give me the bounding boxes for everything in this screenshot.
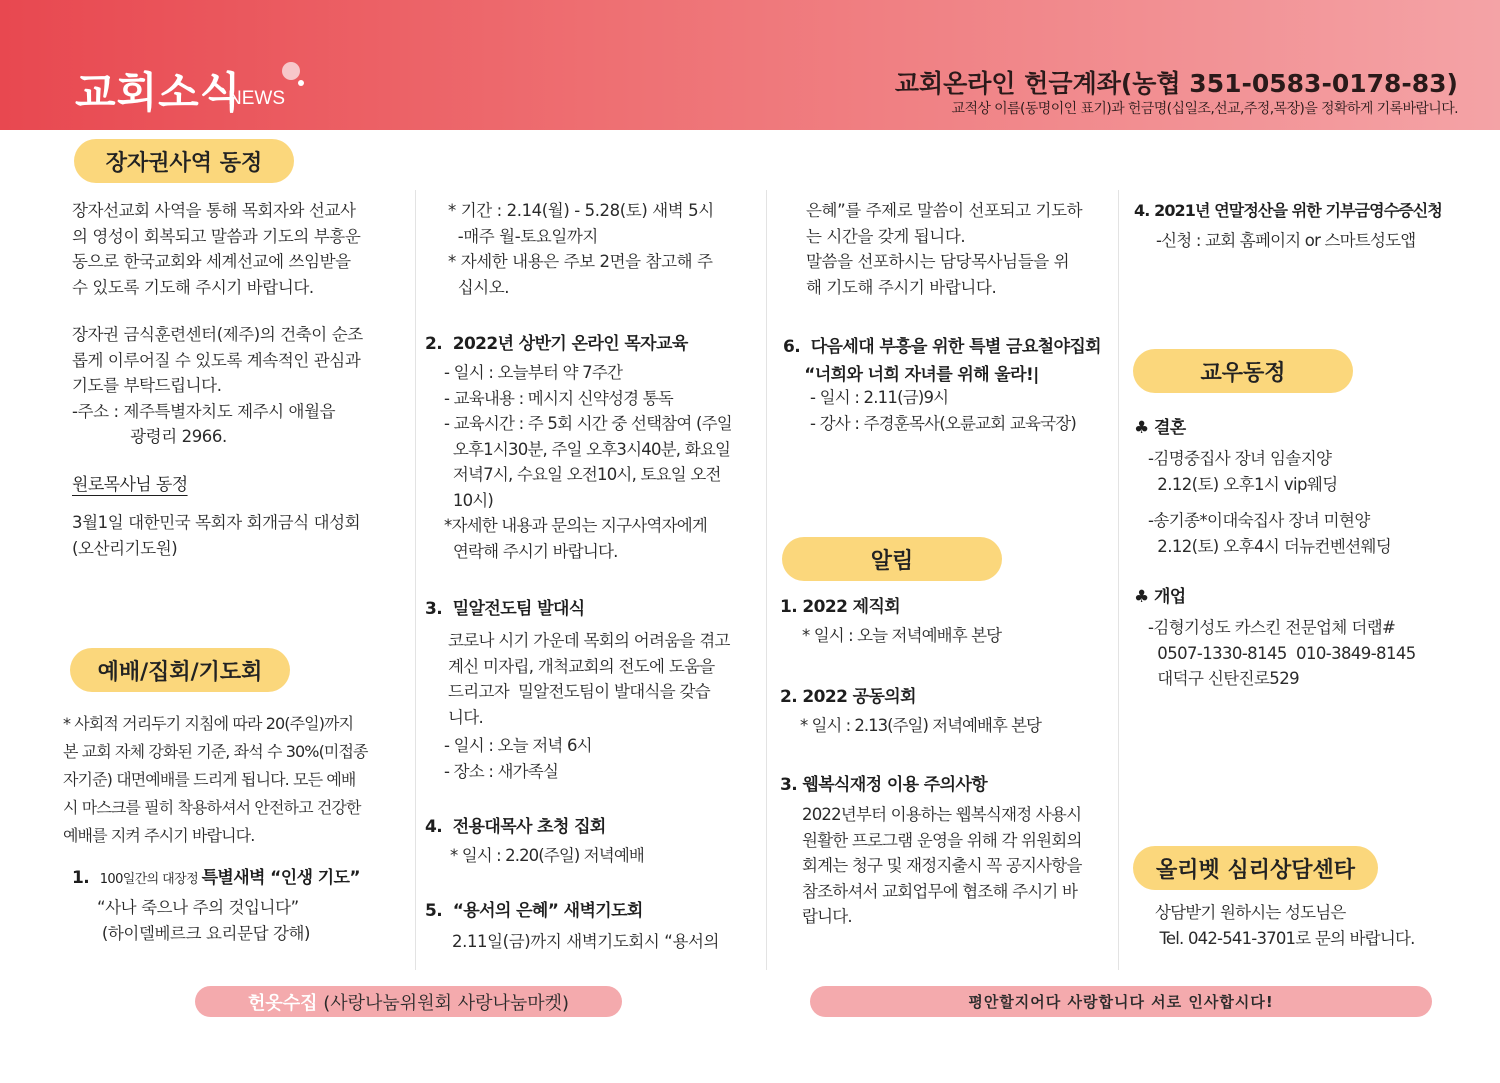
revival-meeting-details: * 일시 : 2.20(주일) 저녁예배 [450,846,644,865]
friday-vigil-details: - 일시 : 2.11(금)9시 - 강사 : 주경훈목사(오륜교회 교육국장) [810,388,1077,433]
dawn-prayer-details: “사나 죽으나 주의 것입니다” (하이델베르크 요리문답 강해) [97,898,311,943]
opening-details: -김형기성도 카스킨 전문업체 더랩# 0507-1330-8145 010-3849-8145 대덕구 신탄진로529 [1148,618,1416,688]
notice-2-details: * 일시 : 2.13(주일) 저녁예배후 본당 [800,716,1041,735]
section-pill-worship: 예배/집회/기도회 [70,648,290,692]
wedding-details-2: -송기종*이대숙집사 장녀 미현양 2.12(토) 오후4시 더뉴컨벤션웨딩 [1148,511,1392,556]
decorative-dot [282,62,300,80]
jangja-paragraph-1: 장자선교회 사역을 통해 목회자와 선교사 의 영성이 회복되고 말씀과 기도의 부흥운 동으로 한국교회와 세계선교에 쓰임받을 수 있도록 기도해 주시기 바랍니다. [72,201,361,297]
dawn-prayer-title: 1. 100일간의 대장정 특별새벽 “인생 기도” [72,868,360,888]
forgiveness-prayer-title: 5. “용서의 은혜” 새벽기도회 [425,901,643,921]
wedding-title: ♣ 결혼 [1134,418,1186,438]
elder-pastor-title: 원로목사님 동정 [72,475,188,495]
section-pill-notice: 알림 [782,537,1002,581]
shepherd-education-title: 2. 2022년 상반기 온라인 목자교육 [425,334,688,354]
notice-3-title: 3. 웹복식재정 이용 주의사항 [780,775,988,795]
column-divider [766,190,767,970]
account-note: 교적상 이름(동명이인 표기)과 헌금명(십일조,선교,주정,목장)을 정확하게 기록바랍니다. [951,101,1458,117]
notice-3-details: 2022년부터 이용하는 웹복식재정 사용시 원활한 프로그램 운영을 위해 각 위원회의 회계는 청구 및 재정지출시 꼭 공지사항을 참조하셔서 교회업무에 협조해 주시기 바 랍니다. [802,805,1082,926]
notice-1-details: * 일시 : 오늘 저녁예배후 본당 [802,626,1002,645]
column-divider [415,190,416,970]
friday-vigil-title: 6. 다음세대 부흥을 위한 특별 금요철야집회 “너희와 너희 자녀를 위해 울라!| [783,337,1101,385]
footer-clothing-collection: 헌옷수집 (사랑나눔위원회 사랑나눔마켓) [195,986,622,1017]
forgiveness-prayer-details: 2.11일(금)까지 새벽기도회시 “용서의 [452,932,720,951]
donation-receipt-title: 4. 2021년 연말정산을 위한 기부금영수증신청 [1134,201,1442,220]
header-logo: 교회소식 [75,68,242,117]
section-pill-counseling: 올리벳 심리상담센타 [1133,846,1378,890]
counseling-details: 상담받기 원하시는 성도님은 Tel. 042-541-3701로 문의 바랍니다. [1155,903,1415,948]
column-divider [1118,190,1119,970]
revival-meeting-title: 4. 전용대목사 초청 집회 [425,817,606,837]
notice-1-title: 1. 2022 제직회 [780,597,901,617]
footer-greeting: 평안할지어다 사랑합니다 서로 인사합시다! [810,986,1432,1017]
jangja-paragraph-2: 장자권 금식훈련센터(제주)의 건축이 순조 롭게 이루어질 수 있도록 계속적인 관심과 기도를 부탁드립니다. -주소 : 제주특별자치도 제주시 애월읍 광령리 2966. [72,325,363,446]
forgiveness-prayer-continued: 은혜”를 주제로 말씀이 선포되고 기도하 는 시간을 갖게 됩니다. 말씀을 선포하시는 담당목사님들을 위 해 기도해 주시기 바랍니다. [806,201,1083,297]
milal-team-details: - 일시 : 오늘 저녁 6시 - 장소 : 새가족실 [444,736,592,781]
elder-pastor-paragraph: 3월1일 대한민국 목회자 회개금식 대성회 (오산리기도원) [72,513,361,558]
club-icon: ♣ [1134,587,1149,607]
dawn-period-details: * 기간 : 2.14(월) - 5.28(토) 새벽 5시 -매주 월-토요일까지 * 자세한 내용은 주보 2면을 참고해 주 십시오. [448,201,714,297]
shepherd-education-details: - 일시 : 오늘부터 약 7주간 - 교육내용 : 메시지 신약성경 통독 - 교육시간 : 주 5회 시간 중 선택참여 (주일 오후1시30분, 주일 오후3시40분, 화요일 저녁7시, 수요일 오전10시, 토요일 오전 10시) *자세한 내용과 문의는 지구사역자에게 연락해 주시기 바랍니다. [444,363,732,561]
header-logo-sub: NEWS [228,88,285,109]
account-title: 교회온라인 헌금계좌(농협 351-0583-0178-83) [894,69,1458,98]
wedding-details-1: -김명중집사 장녀 임솔지양 2.12(토) 오후1시 vip웨딩 [1148,449,1338,494]
worship-paragraph: * 사회적 거리두기 지침에 따라 20(주일)까지 본 교회 자체 강화된 기준, 좌석 수 30%(미접종 자기준) 대면예배를 드리게 됩니다. 모든 예배 시 마스크를 필히 착용하셔서 안전하고 건강한 예배를 지켜 주시기 바랍니다. [63,714,368,845]
milal-team-paragraph: 코로나 시기 가운데 목회의 어려움을 겪고 계신 미자립, 개척교회의 전도에 도움을 드리고자 밀알전도팀이 발대식을 갖습 니다. [448,631,730,727]
section-pill-jangja: 장자권사역 동정 [74,139,294,183]
section-pill-members: 교우동정 [1133,349,1353,393]
club-icon: ♣ [1134,418,1149,438]
opening-title: ♣ 개업 [1134,587,1186,607]
donation-receipt-details: -신청 : 교회 홈페이지 or 스마트성도앱 [1156,231,1416,250]
milal-team-title: 3. 밀알전도팀 발대식 [425,599,585,619]
header-banner [0,0,1500,130]
notice-2-title: 2. 2022 공동의회 [780,687,916,707]
decorative-dot-small [298,80,304,86]
